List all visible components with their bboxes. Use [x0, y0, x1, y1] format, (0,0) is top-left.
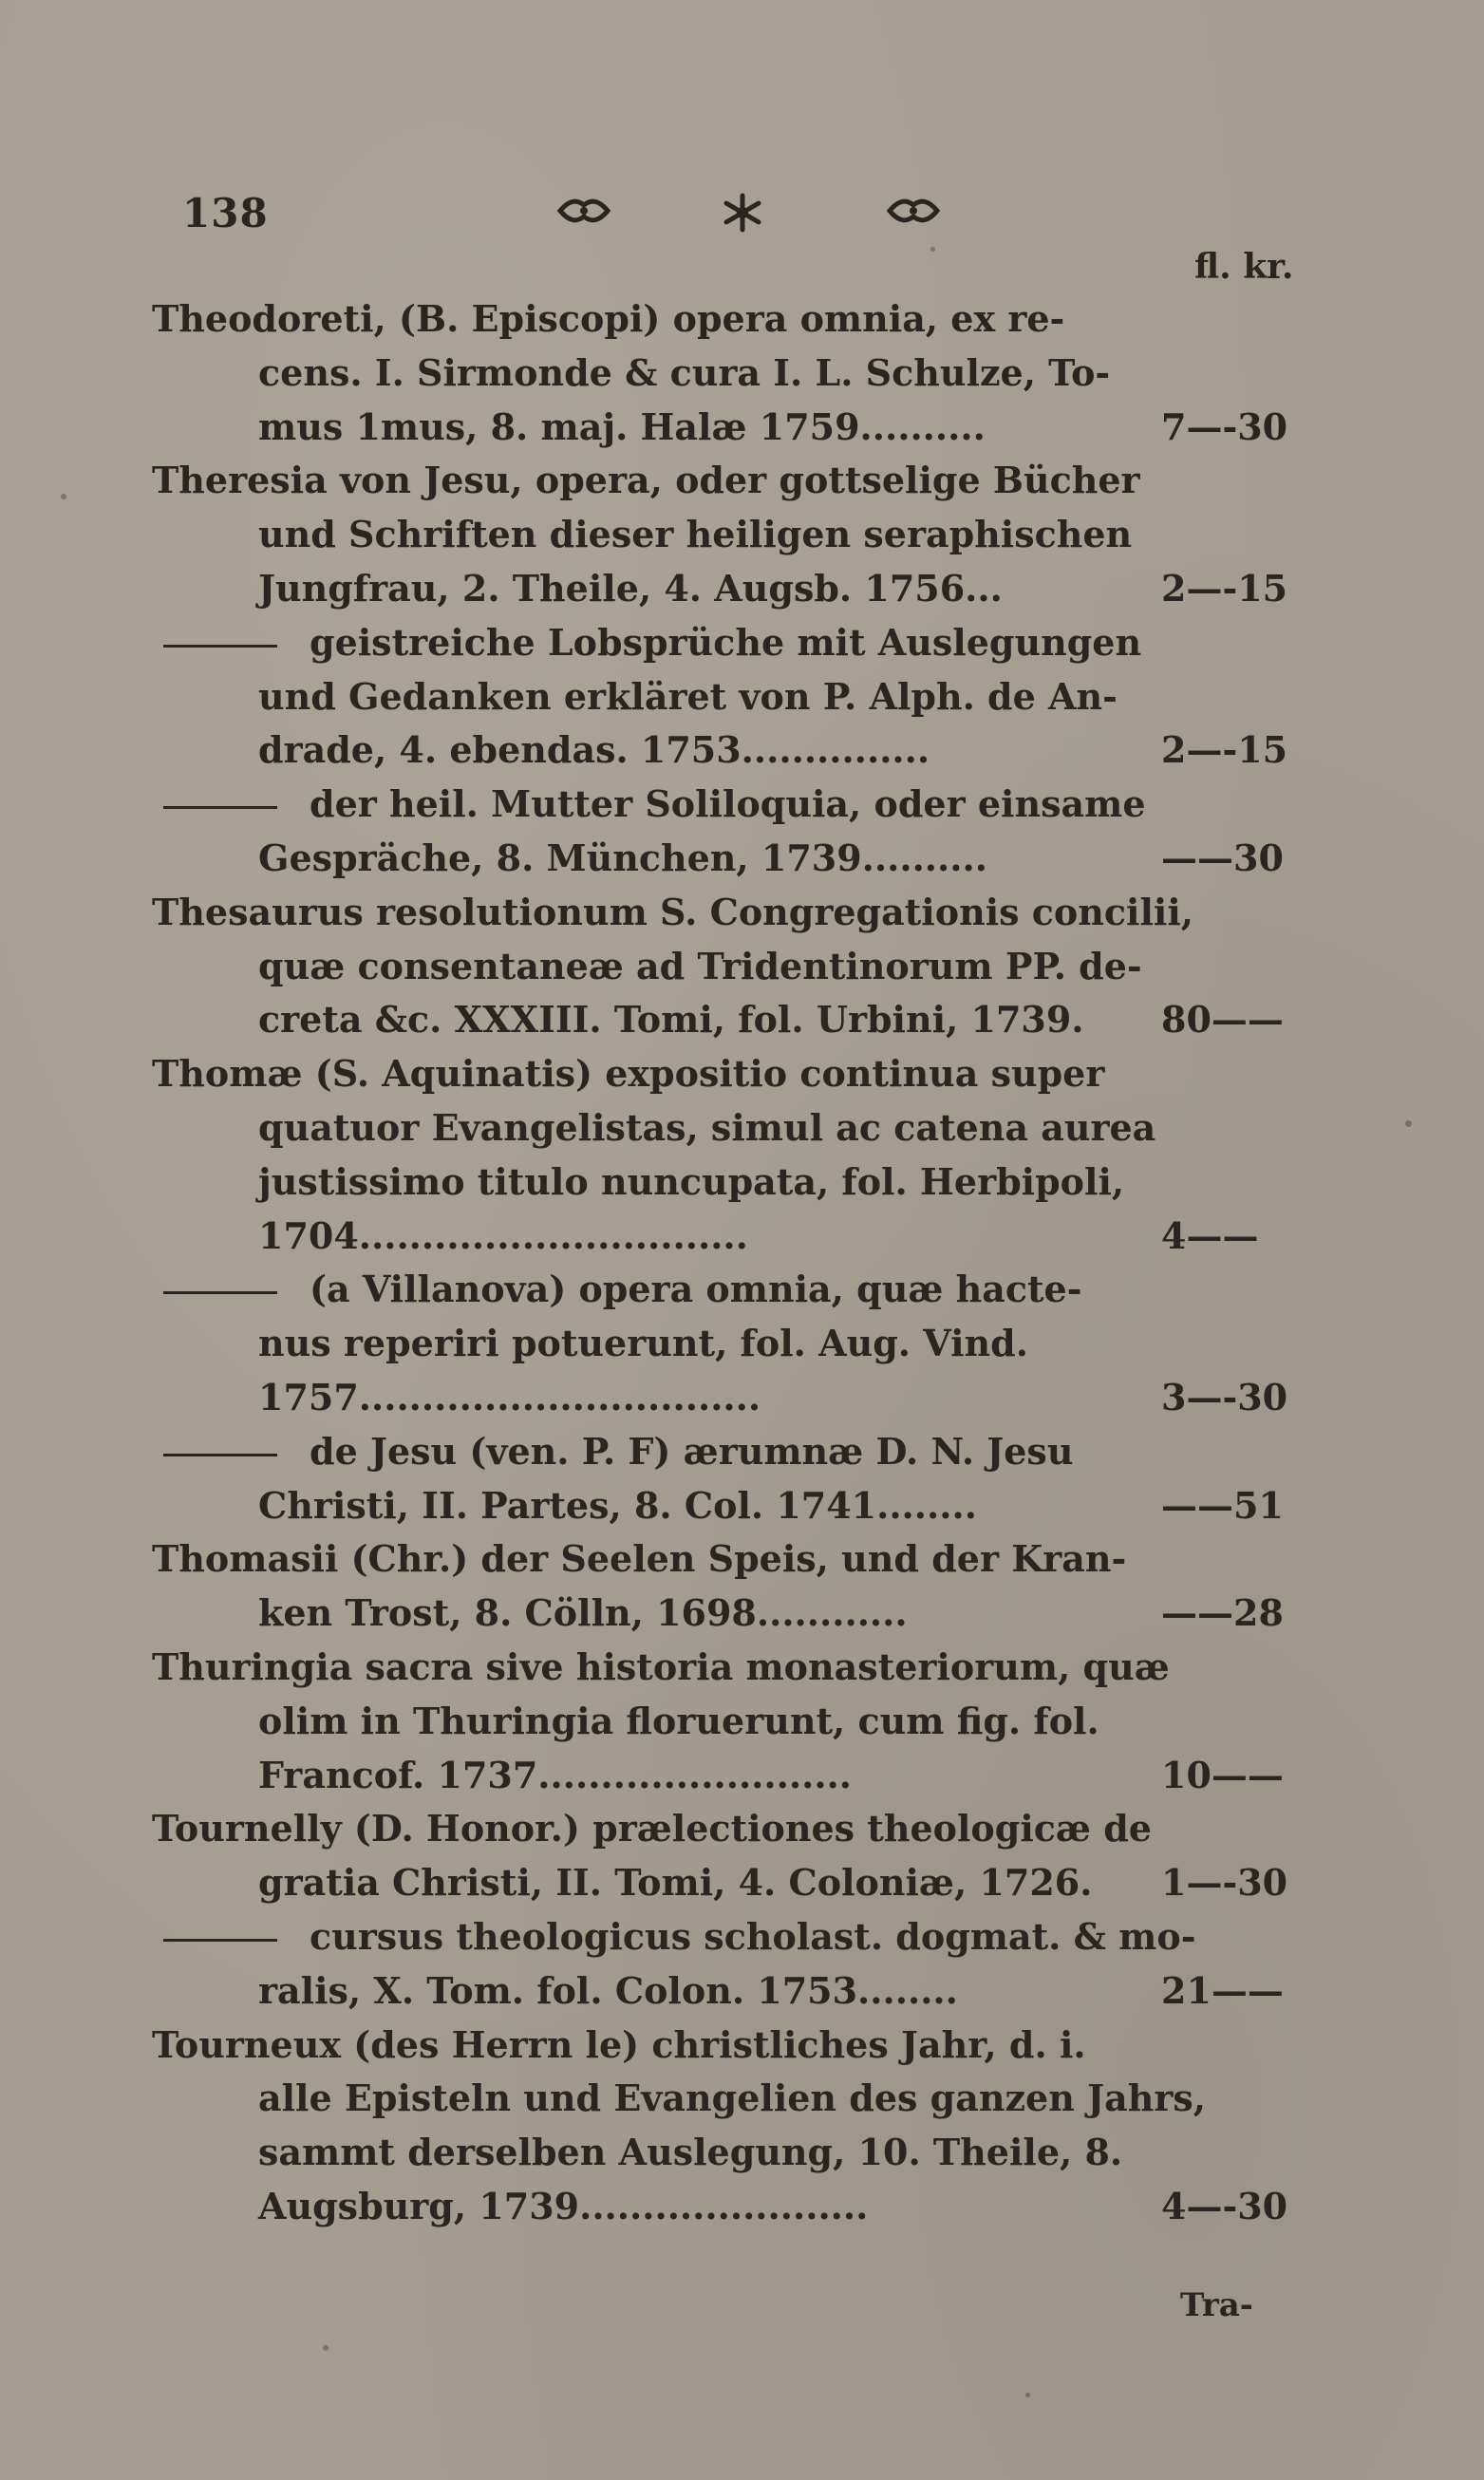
- entry-line: [152, 1802, 1339, 1856]
- entry-text: Augsburg, 1739.......................: [258, 2184, 869, 2227]
- catalog-entry: [152, 886, 1339, 1047]
- entry-line: [152, 616, 1339, 670]
- page-number: 138: [182, 190, 269, 236]
- ornament-center-icon: [719, 192, 766, 234]
- entry-text: Tournelly (D. Honor.) prælectiones theologicæ de: [152, 1807, 1152, 1851]
- entry-price: 21——: [1161, 1968, 1284, 2012]
- entry-text: quæ consentaneæ ad Tridentinorum PP. de-: [258, 944, 1142, 987]
- entry-line: [152, 1749, 1339, 1803]
- entry-price: ——30: [1161, 836, 1284, 879]
- ditto-dash: [163, 645, 277, 648]
- entry-text: cens. I. Sirmonde & cura I. L. Schulze, To-: [258, 350, 1111, 394]
- entry-line: [152, 993, 1339, 1047]
- entry-line: [152, 1101, 1339, 1155]
- entry-line: [152, 401, 1339, 455]
- entry-text: Thomæ (S. Aquinatis) expositio continua super: [152, 1052, 1105, 1096]
- entry-line: [152, 1317, 1339, 1371]
- entry-line: [152, 723, 1339, 778]
- entry-text: 1704...............................: [258, 1213, 748, 1257]
- entry-text: und Schriften dieser heiligen seraphischen: [258, 513, 1133, 556]
- entry-line: [152, 2019, 1339, 2073]
- entry-text: Theresia von Jesu, opera, oder gottselige Bücher: [152, 459, 1140, 502]
- entry-price: 4—-30: [1161, 2184, 1288, 2227]
- entry-line: [152, 1371, 1339, 1425]
- entry-line: [152, 454, 1339, 508]
- entry-text: drade, 4. ebendas. 1753...............: [258, 728, 930, 772]
- catalog-entry: [152, 1802, 1339, 1910]
- entry-text: Christi, II. Partes, 8. Col. 1741........: [258, 1483, 977, 1527]
- entry-price: 7—-30: [1161, 404, 1288, 448]
- paper-speck: [1025, 2393, 1030, 2397]
- ditto-dash: [163, 1939, 277, 1942]
- entry-text: und Gedanken erkläret von P. Alph. de An-: [258, 674, 1118, 718]
- entry-text: Theodoreti, (B. Episcopi) opera omnia, ex re-: [152, 297, 1065, 340]
- entry-line: [152, 2126, 1339, 2180]
- entry-price: 3—-30: [1161, 1375, 1288, 1418]
- entry-text: Thesaurus resolutionum S. Congregationis concilii,: [152, 890, 1193, 933]
- paper-speck: [930, 247, 935, 252]
- entry-line: [152, 1587, 1339, 1641]
- entry-line: [152, 347, 1339, 401]
- entry-line: [152, 832, 1339, 886]
- entry-price: ——28: [1161, 1591, 1284, 1635]
- page-header: [182, 182, 1322, 249]
- catalog-entries: [152, 292, 1339, 2234]
- ditto-dash: [163, 1454, 277, 1456]
- entry-line: [152, 292, 1339, 347]
- entry-text: 1757................................: [258, 1375, 761, 1418]
- entry-text: der heil. Mutter Soliloquia, oder einsame: [310, 782, 1146, 826]
- entry-line: [152, 1964, 1339, 2019]
- entry-text: Jungfrau, 2. Theile, 4. Augsb. 1756...: [258, 566, 1003, 610]
- entry-text: de Jesu (ven. P. F) ærumnæ D. N. Jesu: [310, 1429, 1074, 1473]
- catalog-entry: [152, 1910, 1339, 2019]
- entry-price: 2—-15: [1161, 728, 1288, 772]
- catalog-entry: [152, 292, 1339, 454]
- catalog-entry: [152, 778, 1339, 886]
- entry-line: [152, 940, 1339, 994]
- entry-line: [152, 1479, 1339, 1533]
- entry-text: gratia Christi, II. Tomi, 4. Coloniæ, 1726.: [258, 1861, 1093, 1905]
- entry-text: ken Trost, 8. Cölln, 1698............: [258, 1591, 908, 1635]
- entry-text: alle Episteln und Evangelien des ganzen Jahrs,: [258, 2076, 1206, 2120]
- entry-line: [152, 1695, 1339, 1749]
- entry-text: Gespräche, 8. München, 1739..........: [258, 836, 987, 879]
- ornament-right-icon: [885, 192, 942, 230]
- entry-line: [152, 1155, 1339, 1210]
- entry-text: ralis, X. Tom. fol. Colon. 1753........: [258, 1968, 958, 2012]
- ditto-dash: [163, 1291, 277, 1294]
- catalog-entry: [152, 1641, 1339, 1802]
- entry-line: [152, 1910, 1339, 1964]
- entry-line: [152, 562, 1339, 616]
- entry-text: geistreiche Lobsprüche mit Auslegungen: [310, 620, 1142, 664]
- entry-text: Francof. 1737.........................: [258, 1753, 853, 1796]
- entry-price: ——51: [1161, 1483, 1284, 1527]
- catchword: Tra-: [1180, 2286, 1253, 2324]
- entry-text: nus reperiri potuerunt, fol. Aug. Vind.: [258, 1322, 1028, 1365]
- entry-line: [152, 1210, 1339, 1264]
- entry-price: 80——: [1161, 998, 1284, 1042]
- entry-price: 1—-30: [1161, 1861, 1288, 1905]
- entry-text: Thomasii (Chr.) der Seelen Speis, und der Kran-: [152, 1537, 1127, 1581]
- entry-line: [152, 1047, 1339, 1101]
- paper-speck: [1405, 1120, 1412, 1127]
- entry-line: [152, 2072, 1339, 2126]
- entry-line: [152, 1425, 1339, 1479]
- entry-text: (a Villanova) opera omnia, quæ hacte-: [310, 1268, 1082, 1311]
- currency-column-header: fl. kr.: [1194, 247, 1294, 287]
- entry-text: quatuor Evangelistas, simul ac catena aurea: [258, 1105, 1156, 1149]
- catalog-entry: [152, 2019, 1339, 2234]
- entry-text: justissimo titulo nuncupata, fol. Herbipoli,: [258, 1159, 1125, 1203]
- paper-speck: [61, 494, 66, 499]
- entry-line: [152, 1856, 1339, 1910]
- entry-text: mus 1mus, 8. maj. Halæ 1759..........: [258, 404, 986, 448]
- paper-speck: [323, 2345, 329, 2351]
- catalog-entry: [152, 1425, 1339, 1533]
- entry-price: 10——: [1161, 1753, 1284, 1796]
- entry-line: [152, 778, 1339, 832]
- entry-text: creta &c. XXXIII. Tomi, fol. Urbini, 1739.: [258, 998, 1084, 1042]
- entry-text: Tourneux (des Herrn le) christliches Jahr, d. i.: [152, 2022, 1086, 2066]
- catalog-entry: [152, 454, 1339, 615]
- catalog-entry: [152, 1047, 1339, 1263]
- entry-price: 2—-15: [1161, 566, 1288, 610]
- entry-line: [152, 1263, 1339, 1317]
- catalog-entry: [152, 1263, 1339, 1424]
- entry-text: cursus theologicus scholast. dogmat. & mo-: [310, 1914, 1196, 1958]
- entry-text: Thuringia sacra sive historia monasteriorum, quæ: [152, 1644, 1170, 1688]
- catalog-entry: [152, 1532, 1339, 1641]
- ditto-dash: [163, 806, 277, 809]
- entry-text: sammt derselben Auslegung, 10. Theile, 8.: [258, 2131, 1123, 2174]
- entry-line: [152, 670, 1339, 724]
- ornament-left-icon: [555, 192, 612, 230]
- entry-line: [152, 1641, 1339, 1695]
- entry-line: [152, 2180, 1339, 2234]
- entry-text: olim in Thuringia floruerunt, cum fig. fol.: [258, 1699, 1099, 1742]
- entry-price: 4——: [1161, 1213, 1259, 1257]
- entry-line: [152, 1532, 1339, 1587]
- entry-line: [152, 508, 1339, 562]
- catalog-entry: [152, 616, 1339, 778]
- entry-line: [152, 886, 1339, 940]
